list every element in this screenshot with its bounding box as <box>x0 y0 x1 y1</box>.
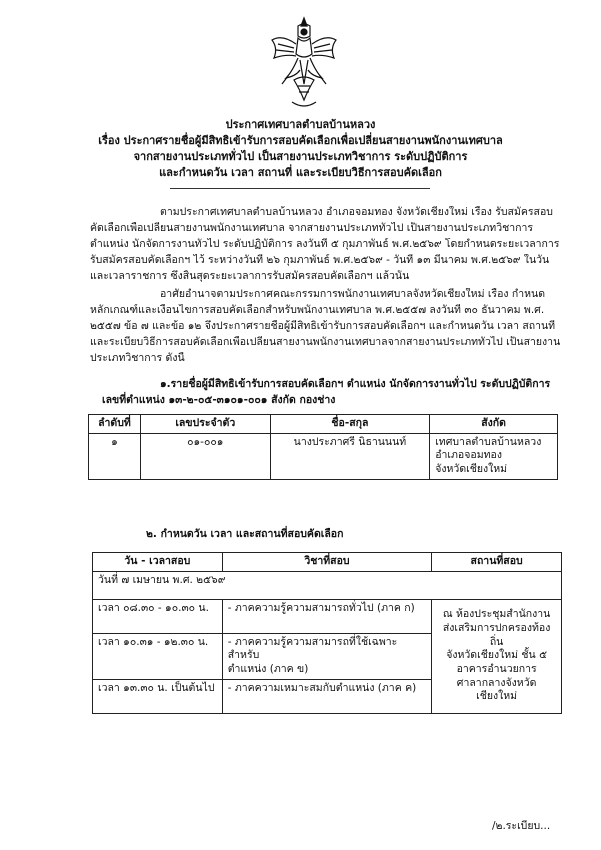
paragraph-2-line: อาศัยอำนาจตามประกาศคณะกรรมการพนักงานเทศบาลจังหวัดเชียงใหม่ เรื่อง กำหนด <box>160 288 546 300</box>
exam-subject <box>222 679 432 713</box>
col-header-id: เลขประจำตัว <box>140 415 270 434</box>
table-row <box>89 433 558 479</box>
candidate-table <box>88 414 558 480</box>
subject-line: - ภาคความรู้ความสามารถทั่วไป (ภาค ก) <box>227 601 415 614</box>
affiliation-line: อำเภอจอมทอง <box>435 449 502 462</box>
table-header-row <box>89 415 558 434</box>
paragraph-2-line: ๒๕๕๗ ข้อ ๗ และข้อ ๑๒ จึงประกาศรายชื่อผู้มีสิทธิเข้ารับการสอบคัดเลือกฯ และกำหนดวัน เวลา สถานที่ <box>90 320 556 332</box>
exam-schedule-table <box>92 552 562 714</box>
exam-time: เวลา ๑๓.๓๐ น. เป็นต้นไป <box>93 679 223 713</box>
header-divider <box>170 188 430 189</box>
exam-place <box>432 599 562 713</box>
paragraph-1 <box>90 206 560 286</box>
paragraph-1-line: ตามประกาศเทศบาลตำบลบ้านหลวง อำเภอจอมทอง จังหวัดเชียงใหม่ เรื่อง รับสมัครสอบ <box>160 206 553 218</box>
subject-line: ตำแหน่ง (ภาค ข) <box>227 662 309 675</box>
continued-marker: /๒.ระเบียบ... <box>492 820 551 832</box>
subject-line: - ภาคความรู้ความสามารถที่ใช้เฉพาะสำหรับ <box>227 635 398 662</box>
cell-no: ๑ <box>89 433 141 479</box>
exam-date: วันที่ ๗ เมษายน พ.ศ. ๒๕๖๙ <box>93 571 562 599</box>
paragraph-1-line: รับสมัครสอบคัดเลือกฯ ไว้ ระหว่างวันที่ ๒๖ กุมภาพันธ์ พ.ศ.๒๕๖๙ - วันที่ ๑๓ มีนาคม พ.ศ.๒๕๖๙ ในวัน <box>90 254 550 266</box>
cell-affiliation <box>430 433 558 479</box>
subject-line-2: จากสายงานประเภททั่วไป เป็นสายงานประเภทวิชาการ ระดับปฏิบัติการ <box>133 150 468 163</box>
affiliation-line: เทศบาลตำบลบ้านหลวง <box>435 435 542 448</box>
table-row <box>93 599 562 633</box>
section-2-title: ๒. กำหนดวัน เวลา และสถานที่สอบคัดเลือก <box>146 528 344 540</box>
exam-subject <box>222 599 432 633</box>
place-line: จังหวัดเชียงใหม่ ชั้น ๕ <box>446 649 548 662</box>
paragraph-2 <box>90 288 560 368</box>
subject-line-3: และกำหนดวัน เวลา สถานที่ และระเบียบวิธีการสอบคัดเลือก <box>159 166 442 179</box>
paragraph-2-line: และระเบียบวิธีการสอบคัดเลือกเพื่อเปลี่ยนสายงานพนักงานเทศบาลจากสายงานประเภททั่วไป เป็นสายงาน <box>90 336 560 348</box>
col-header-affiliation: สังกัด <box>430 415 558 434</box>
col-header-name: ชื่อ-สกุล <box>270 415 430 434</box>
col-header-no: ลำดับที่ <box>89 415 141 434</box>
place-line: ณ ห้องประชุมสำนักงาน <box>442 608 551 621</box>
announcement-title: ประกาศเทศบาลตำบลบ้านหลวง <box>225 118 376 131</box>
exam-time: เวลา ๑๐.๓๑ - ๑๒.๓๐ น. <box>93 633 223 679</box>
place-line: อาคารอำนวยการ <box>456 662 537 675</box>
subject-line: - ภาคความเหมาะสมกับตำแหน่ง (ภาค ค) <box>227 681 417 694</box>
place-line: ศาลากลางจังหวัดเชียงใหม่ <box>456 676 537 703</box>
cell-name: นางประภาศรี นิธานนนท์ <box>270 433 430 479</box>
paragraph-2-line: ประเภทวิชาการ ดังนี้ <box>90 352 185 364</box>
section-1-title: ๑.รายชื่อผู้มีสิทธิเข้ารับการสอบคัดเลือกฯ ตำแหน่ง นักจัดการงานทั่วไป ระดับปฏิบัติการ <box>160 378 551 390</box>
paragraph-1-line: คัดเลือกเพื่อเปลี่ยนสายงานพนักงานเทศบาล จากสายงานประเภททั่วไป เป็นสายงานประเภทวิชาการ <box>90 222 534 234</box>
affiliation-line: จังหวัดเชียงใหม่ <box>435 462 508 475</box>
col-header-subject: วิชาที่สอบ <box>222 553 432 572</box>
paragraph-2-line: หลักเกณฑ์และเงื่อนไขการสอบคัดเลือกสำหรับพนักงานเทศบาล พ.ศ.๒๕๕๗ ลงวันที่ ๓๐ ธันวาคม พ.ศ. <box>90 304 545 316</box>
place-line: ส่งเสริมการปกครองท้องถิ่น <box>442 622 551 648</box>
exam-time: เวลา ๐๘.๓๐ - ๑๐.๓๐ น. <box>93 599 223 633</box>
section-1-subtitle: เลขที่ตำแหน่ง ๑๓-๒-๐๕-๓๑๐๑-๐๐๑ สังกัด กองช่าง <box>102 394 336 406</box>
paragraph-1-line: และเวลาราชการ ซึ่งสิ้นสุดระยะเวลาการรับสมัครสอบคัดเลือกฯ แล้วนั้น <box>90 270 410 282</box>
paragraph-1-line: ตำแหน่ง นักจัดการงานทั่วไป ระดับปฏิบัติการ ลงวันที่ ๕ กุมภาพันธ์ พ.ศ.๒๕๖๙ โดยกำหนดระยะเวลาการ <box>90 238 560 250</box>
col-header-time: วัน - เวลาสอบ <box>93 553 223 572</box>
table-row <box>93 571 562 599</box>
col-header-place: สถานที่สอบ <box>432 553 562 572</box>
garuda-emblem-icon <box>268 14 340 114</box>
subject-line-1: เรื่อง ประกาศรายชื่อผู้มีสิทธิเข้ารับการสอบคัดเลือกเพื่อเปลี่ยนสายงานพนักงานเทศบาล <box>98 134 503 147</box>
exam-subject <box>222 633 432 679</box>
table-header-row <box>93 553 562 572</box>
cell-id: ๐๑-๐๐๑ <box>140 433 270 479</box>
